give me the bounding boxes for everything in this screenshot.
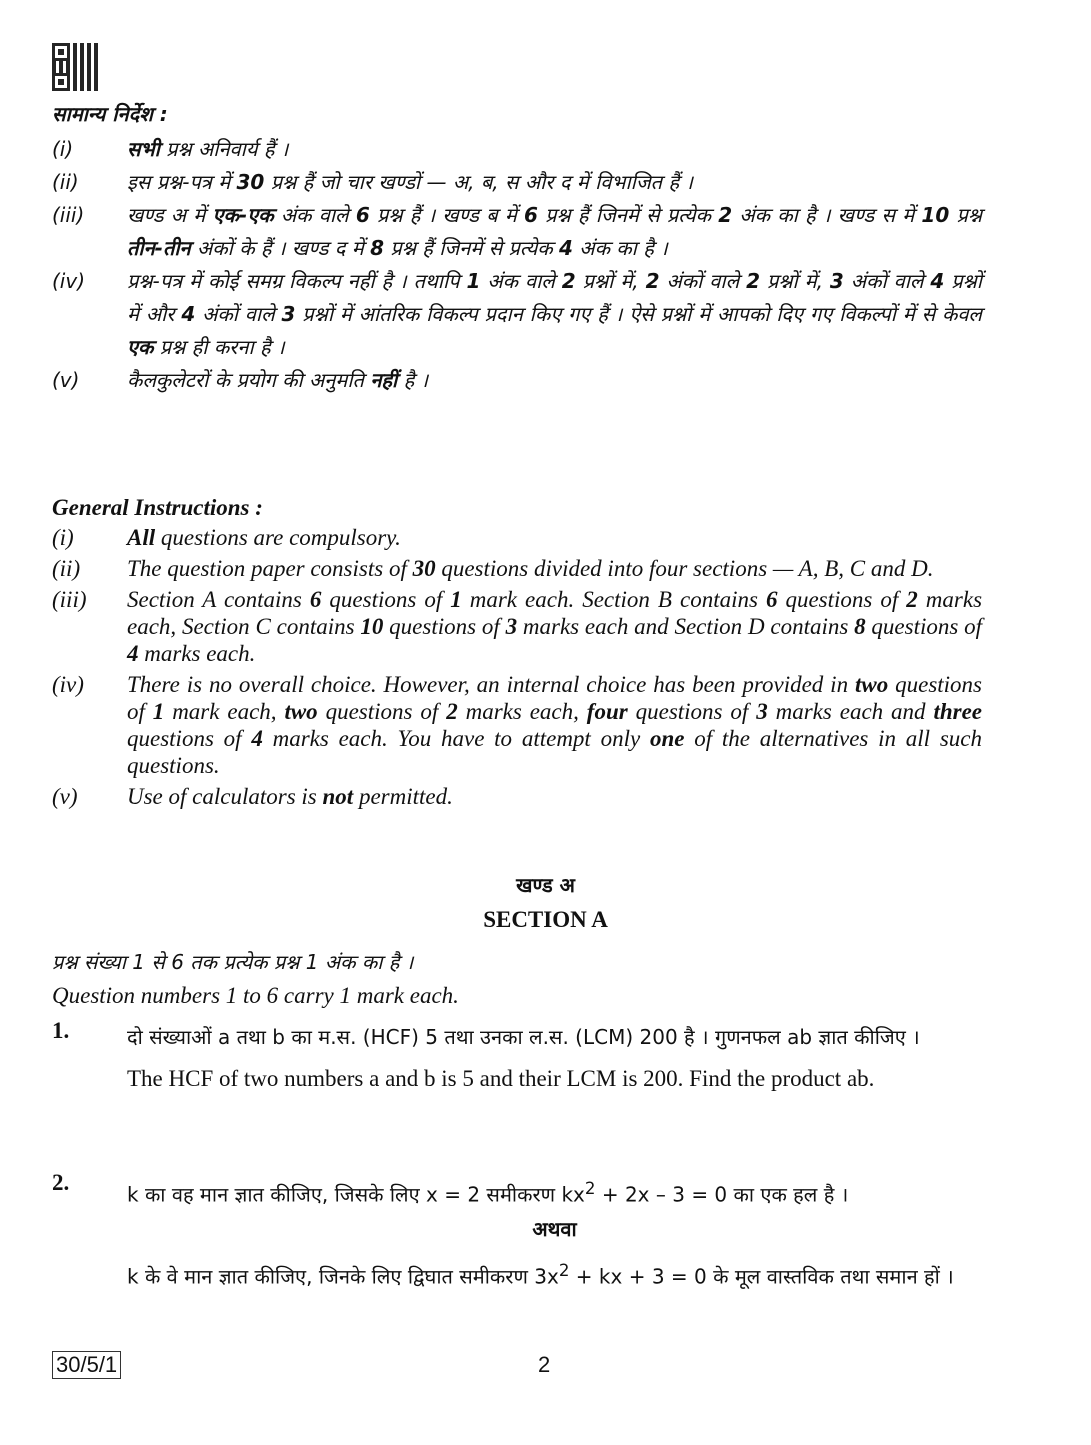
bold-text: 4 <box>251 726 263 751</box>
bold-text: 10 <box>921 203 950 227</box>
instruction-item <box>52 524 982 551</box>
text: marks each, <box>457 699 587 724</box>
text: अंकों वाले <box>843 269 931 293</box>
text: कैलकुलेटरों के प्रयोग की अनुमति <box>127 368 371 392</box>
instruction-text <box>127 199 982 265</box>
bold-text: 2 <box>446 699 458 724</box>
instruction-item <box>52 555 982 582</box>
instruction-number: (iii) <box>52 203 85 227</box>
bold-text: one <box>649 726 685 751</box>
text: questions of <box>127 726 252 751</box>
bold-text: 3 <box>756 699 768 724</box>
instruction-item <box>52 199 982 265</box>
text: अंक का है । खण्ड स में <box>732 203 922 227</box>
question-number: 2. <box>52 1170 70 1195</box>
bold-text: तीन-तीन <box>127 236 191 260</box>
bold-text: 6 <box>309 587 322 612</box>
general-instructions <box>52 494 982 814</box>
text: marks each and <box>767 699 934 724</box>
instruction-item <box>52 265 982 364</box>
section-title: SECTION A <box>483 907 608 932</box>
paper-code: 30/5/1 <box>52 1351 121 1379</box>
bold-text: 2 <box>906 587 918 612</box>
text: प्रश्न हैं जिनमें से प्रत्येक <box>383 236 560 260</box>
instruction-text <box>127 671 982 779</box>
text: questions of <box>865 614 983 639</box>
hindi-instructions-title: सामान्य निर्देश : <box>52 102 168 126</box>
text: प्रश्न हैं जिनमें से प्रत्येक <box>537 203 719 227</box>
bold-text: not <box>322 784 354 809</box>
bold-text: 1 <box>152 699 165 724</box>
text: प्रश्नों में और <box>127 269 982 326</box>
text: Use of calculators is <box>127 784 323 809</box>
text: questions of <box>627 699 757 724</box>
instruction-item <box>52 783 982 810</box>
instruction-text <box>127 265 982 364</box>
bold-text: 8 <box>854 614 866 639</box>
text: अंक का है । <box>572 236 668 260</box>
question-number: 1. <box>52 1018 70 1043</box>
text: permitted. <box>353 784 453 809</box>
bold-text: two <box>284 699 318 724</box>
instruction-text <box>127 364 982 397</box>
text: प्रश्नों में, <box>760 269 830 293</box>
question-hindi: दो संख्याओं a तथा b का म.स. (HCF) 5 तथा उनका ल.स. (LCM) 200 है । गुणनफल ab ज्ञात कीजिए । <box>127 1025 920 1049</box>
text: Section A contains <box>127 587 310 612</box>
text: questions are compulsory. <box>155 525 401 550</box>
text: प्रश्न हैं । खण्ड ब में <box>369 203 525 227</box>
question-2 <box>52 1170 982 1295</box>
bold-text: four <box>586 699 628 724</box>
bold-text: 2 <box>645 269 660 293</box>
instruction-item <box>52 133 982 166</box>
question-english: The HCF of two numbers a and b is 5 and their LCM is 200. Find the product ab. <box>127 1066 875 1091</box>
text: questions of <box>317 699 447 724</box>
text: प्रश्न अनिवार्य हैं । <box>159 137 289 161</box>
bold-text: 10 <box>360 614 384 639</box>
bold-text: 4 <box>181 302 196 326</box>
text: There is no overall choice. However, an internal choice has been provided in <box>127 672 855 697</box>
text: अंकों वाले <box>195 302 282 326</box>
bold-text: 1 <box>450 587 462 612</box>
instruction-number: (ii) <box>52 170 79 194</box>
section-hindi-title: खण्ड अ <box>516 873 575 897</box>
bold-text: three <box>933 699 983 724</box>
bold-text: एक-एक <box>212 203 274 227</box>
instruction-item <box>52 586 982 667</box>
text: marks each, Section C contains <box>127 587 983 639</box>
bold-text: 30 <box>236 170 265 194</box>
page-number: 2 <box>538 1352 551 1377</box>
bold-text: 4 <box>127 641 139 666</box>
question-1 <box>52 1018 982 1093</box>
bold-text: 3 <box>505 614 518 639</box>
instruction-number: (iii) <box>52 587 87 612</box>
instruction-number: (v) <box>52 784 78 809</box>
instruction-number: (i) <box>52 525 74 550</box>
text: प्रश्नों में आंतरिक विकल्प प्रदान किए गए हैं । ऐसे प्रश्नों में आपको दिए गए विकल्पों में से केवल <box>295 302 982 326</box>
text: marks each. You have to attempt only <box>262 726 650 751</box>
text: अंकों वाले <box>659 269 747 293</box>
text: The question paper consists of <box>127 556 413 581</box>
instruction-number: (iv) <box>52 672 84 697</box>
bold-text: 6 <box>524 203 538 227</box>
instruction-number: (ii) <box>52 556 81 581</box>
instruction-number: (v) <box>52 368 80 392</box>
text: खण्ड अ में <box>127 203 213 227</box>
text: प्रश्न-पत्र में कोई समग्र विकल्प नहीं है । तथापि <box>127 269 467 293</box>
text: mark each. Section B contains <box>461 587 766 612</box>
bold-text: 3 <box>829 269 844 293</box>
text: questions of <box>321 587 451 612</box>
text: marks each. <box>138 641 256 666</box>
text: mark each, <box>164 699 285 724</box>
hindi-instructions <box>52 98 982 397</box>
instruction-item <box>52 364 982 397</box>
text: questions of <box>127 672 983 724</box>
text: अंकों के हैं । खण्ड द में <box>190 236 371 260</box>
text: questions divided into four sections — A, B, C and D. <box>435 556 934 581</box>
text: questions of <box>383 614 506 639</box>
instruction-text <box>127 783 982 810</box>
instruction-number: (i) <box>52 137 74 161</box>
section-hindi-note: प्रश्न संख्या 1 से 6 तक प्रत्येक प्रश्न 1 अंक का है । <box>52 950 414 974</box>
bold-text: 4 <box>930 269 945 293</box>
section-english-note: Question numbers 1 to 6 carry 1 mark each. <box>52 983 459 1008</box>
general-instructions-title: General Instructions : <box>52 495 263 520</box>
bold-text: two <box>854 672 889 697</box>
bold-text: 6 <box>355 203 370 227</box>
qr-code-icon <box>52 43 100 91</box>
text: अंक वाले <box>480 269 562 293</box>
instruction-item <box>52 671 982 779</box>
or-label: अथवा <box>532 1216 577 1241</box>
bold-text: 2 <box>718 203 733 227</box>
text: है । <box>397 368 429 392</box>
instruction-text <box>127 133 982 166</box>
bold-text: 2 <box>561 269 576 293</box>
instruction-text <box>127 166 982 199</box>
text: प्रश्नों में, <box>575 269 646 293</box>
bold-text: All <box>127 525 156 550</box>
instruction-text <box>127 524 982 551</box>
text: प्रश्न ही करना है । <box>153 335 285 359</box>
question-hindi: k का वह मान ज्ञात कीजिए, जिसके लिए x = 2 समीकरण $kx^2 + 2x - 3 = 0$ का एक हल है । <box>127 1179 849 1207</box>
text: इस प्रश्न-पत्र में <box>127 170 237 194</box>
bold-text: 8 <box>370 236 384 260</box>
text: marks each and Section D contains <box>517 614 855 639</box>
instruction-item <box>52 166 982 199</box>
text: प्रश्न हैं जो चार खण्डों — अ, ब, स और द में विभाजित हैं । <box>264 170 693 194</box>
instruction-number: (iv) <box>52 269 85 293</box>
question-alternative: k के वे मान ज्ञात कीजिए, जिनके लिए द्विघात समीकरण $3x^2$ + kx + 3 = 0 के मूल वास्तविक तथा समान हों । <box>127 1260 954 1289</box>
bold-text: 1 <box>466 269 481 293</box>
bold-text: एक <box>127 335 154 359</box>
text: questions of <box>777 587 907 612</box>
instruction-text <box>127 586 982 667</box>
bold-text: 2 <box>746 269 761 293</box>
bold-text: नहीं <box>370 368 398 392</box>
bold-text: 4 <box>559 236 573 260</box>
text: of the alternatives in all such questions. <box>127 726 983 778</box>
bold-text: 6 <box>765 587 778 612</box>
bold-text: सभी <box>127 137 160 161</box>
bold-text: 3 <box>281 302 296 326</box>
instruction-text <box>127 555 982 582</box>
bold-text: 30 <box>412 556 436 581</box>
text: प्रश्न <box>949 203 982 227</box>
text: अंक वाले <box>273 203 356 227</box>
